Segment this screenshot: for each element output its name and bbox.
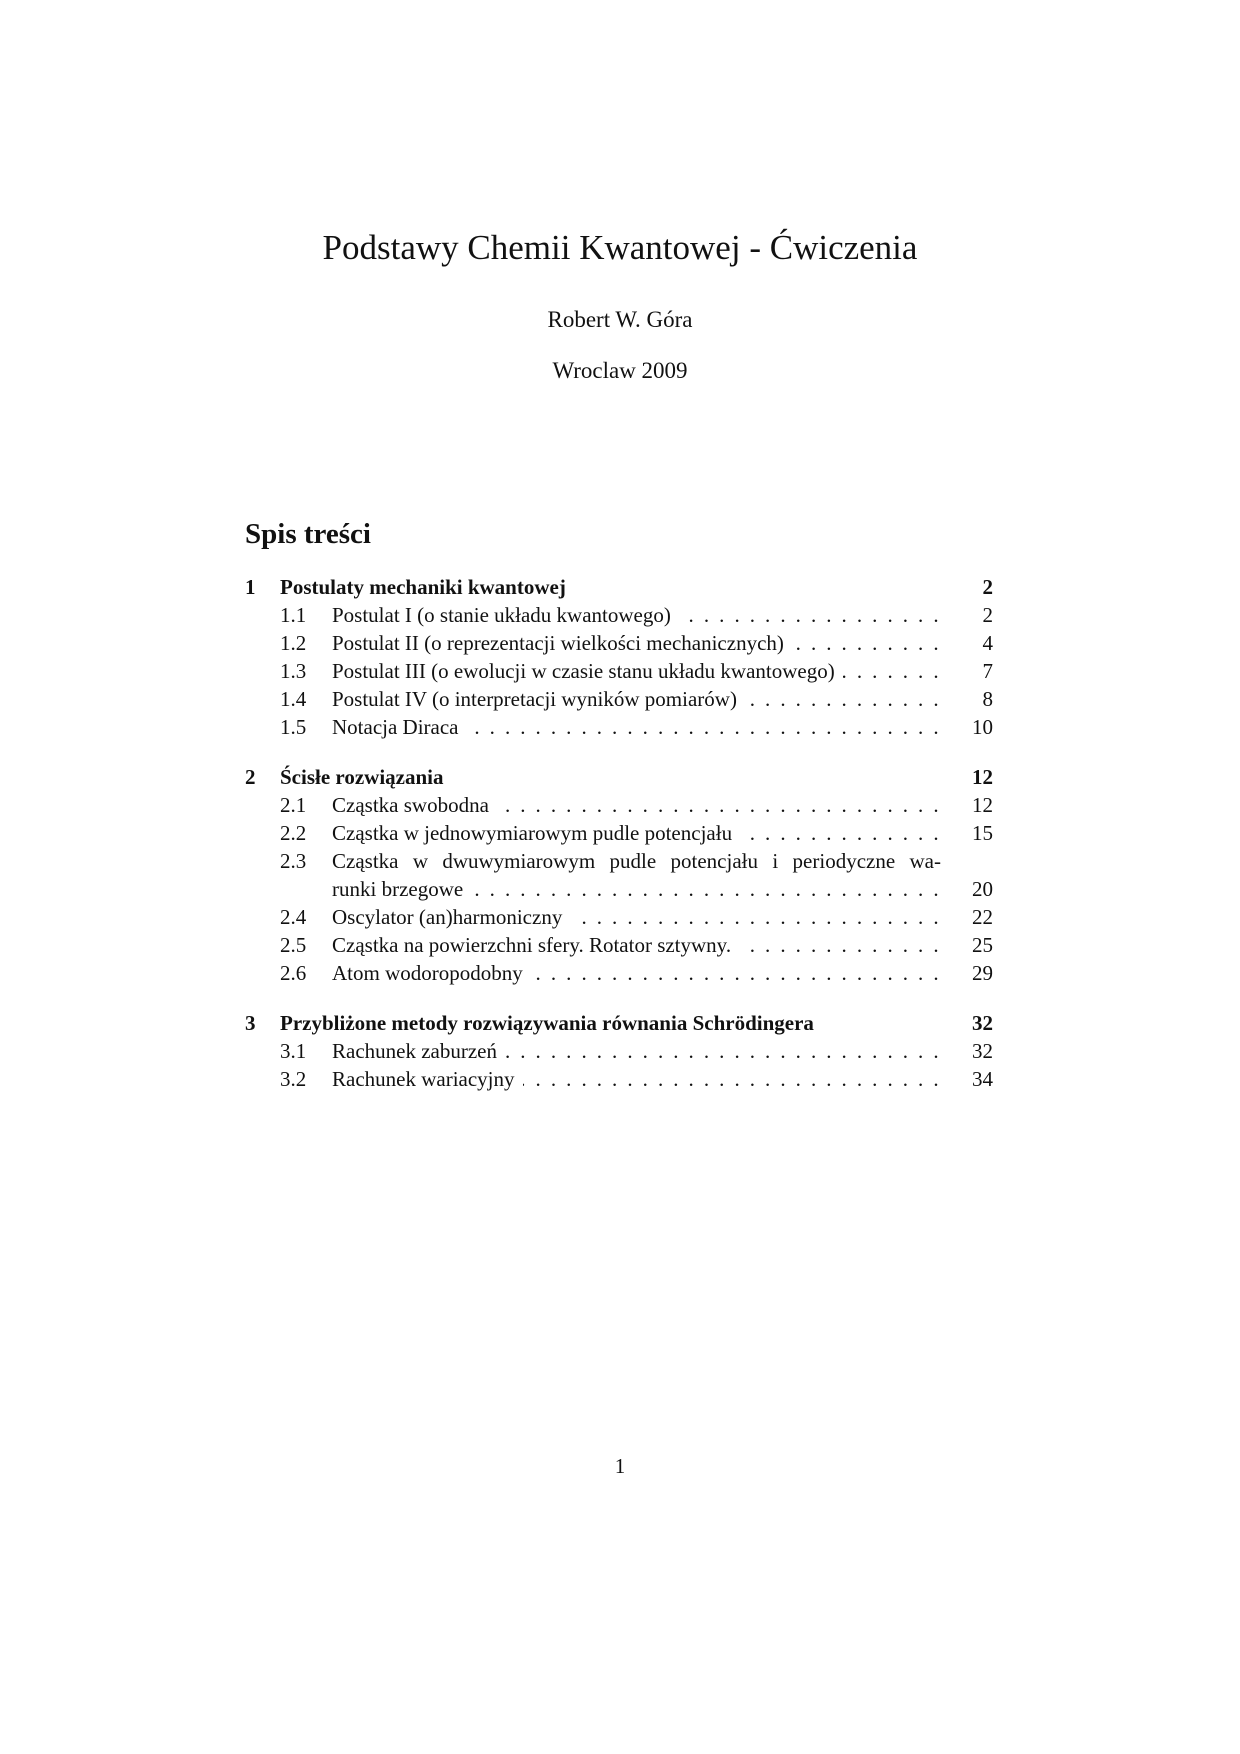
toc-section-title: Postulaty mechaniki kwantowej xyxy=(280,575,566,599)
document-author: Robert W. Góra xyxy=(547,307,693,332)
toc-entry[interactable] xyxy=(245,903,993,931)
toc-entry-title: Postulat I (o stanie układu kwantowego) xyxy=(332,603,679,627)
toc-entry-page: 4 xyxy=(982,631,993,655)
toc-section-row[interactable] xyxy=(245,573,993,601)
toc-section-title: Przybliżone metody rozwiązywania równania Schrödingera xyxy=(280,1011,814,1035)
toc-entry-page: 12 xyxy=(972,793,993,817)
toc-entry-title: Cząstka na powierzchni sfery. Rotator sztywny. xyxy=(332,933,739,957)
toc-entry-page: 32 xyxy=(972,1039,993,1063)
toc-entry-number: 1.1 xyxy=(280,603,307,627)
toc-section-title: Ścisłe rozwiązania xyxy=(280,765,444,789)
toc-entry[interactable] xyxy=(245,931,993,959)
toc-entry-title: Notacja Diraca xyxy=(332,715,467,739)
toc-entry-title: Atom wodoropodobny xyxy=(332,961,531,985)
toc-entry-page: 29 xyxy=(972,961,993,985)
toc-entry[interactable] xyxy=(245,629,993,657)
table-of-contents xyxy=(245,573,993,1093)
toc-section-page: 2 xyxy=(982,575,993,599)
toc-heading: Spis treści xyxy=(245,518,371,550)
toc-entry-number: 2.3 xyxy=(280,849,307,873)
toc-section-row[interactable] xyxy=(245,1009,993,1037)
toc-section-number: 1 xyxy=(245,575,256,599)
toc-entry-page: 15 xyxy=(972,821,993,845)
page-number: 1 xyxy=(614,1454,626,1478)
toc-entry-number: 2.5 xyxy=(280,933,307,957)
toc-entry-page: 20 xyxy=(972,877,993,901)
toc-entry-number: 1.3 xyxy=(280,659,307,683)
toc-entry-number: 1.4 xyxy=(280,687,307,711)
toc-entry[interactable] xyxy=(245,657,993,685)
toc-entry[interactable] xyxy=(245,713,993,741)
toc-entry-title: Postulat IV (o interpretacji wyników pomiarów) xyxy=(332,687,745,711)
toc-entry[interactable] xyxy=(245,847,993,903)
toc-entry[interactable] xyxy=(245,819,993,847)
toc-entry-number: 2.2 xyxy=(280,821,307,845)
toc-section xyxy=(245,1009,993,1093)
toc-entry[interactable] xyxy=(245,601,993,629)
toc-entry-title: runki brzegowe xyxy=(332,877,471,901)
toc-entry-number: 2.6 xyxy=(280,961,307,985)
toc-entry-page: 25 xyxy=(972,933,993,957)
toc-entry[interactable] xyxy=(245,1065,993,1093)
toc-entry-number: 2.4 xyxy=(280,905,307,929)
toc-section-page: 32 xyxy=(972,1011,993,1035)
toc-entry-page: 22 xyxy=(972,905,993,929)
toc-entry-title: Cząstka w jednowymiarowym pudle potencjału xyxy=(332,821,740,845)
toc-section-page: 12 xyxy=(972,765,993,789)
toc-entry-page: 34 xyxy=(972,1067,993,1091)
toc-entry-title-line1: Cząstka w dwuwymiarowym pudle potencjału i periodyczne wa- xyxy=(332,849,941,873)
toc-entry-page: 2 xyxy=(982,603,993,627)
toc-entry-number: 1.5 xyxy=(280,715,307,739)
toc-entry-title: Rachunek wariacyjny xyxy=(332,1067,523,1091)
toc-entry-page: 10 xyxy=(972,715,993,739)
toc-entry-title: Oscylator (an)harmoniczny xyxy=(332,905,570,929)
toc-section xyxy=(245,763,993,987)
toc-entry-title: Rachunek zaburzeń xyxy=(332,1039,505,1063)
toc-entry-number: 1.2 xyxy=(280,631,307,655)
toc-entry[interactable] xyxy=(245,685,993,713)
toc-entry-number: 3.2 xyxy=(280,1067,307,1091)
toc-entry-title: Cząstka swobodna xyxy=(332,793,497,817)
toc-section-number: 3 xyxy=(245,1011,256,1035)
toc-entry-title: Postulat III (o ewolucji w czasie stanu układu kwantowego) xyxy=(332,659,843,683)
toc-entry-number: 3.1 xyxy=(280,1039,307,1063)
toc-entry[interactable] xyxy=(245,791,993,819)
toc-section xyxy=(245,573,993,741)
toc-section-number: 2 xyxy=(245,765,256,789)
document-title: Podstawy Chemii Kwantowej - Ćwiczenia xyxy=(322,228,918,267)
toc-entry-title: Postulat II (o reprezentacji wielkości mechanicznych) xyxy=(332,631,792,655)
toc-entry-number: 2.1 xyxy=(280,793,307,817)
toc-entry-page: 7 xyxy=(982,659,993,683)
toc-entry[interactable] xyxy=(245,959,993,987)
toc-section-row[interactable] xyxy=(245,763,993,791)
document-date: Wroclaw 2009 xyxy=(552,358,688,383)
toc-entry-page: 8 xyxy=(982,687,993,711)
toc-entry[interactable] xyxy=(245,1037,993,1065)
